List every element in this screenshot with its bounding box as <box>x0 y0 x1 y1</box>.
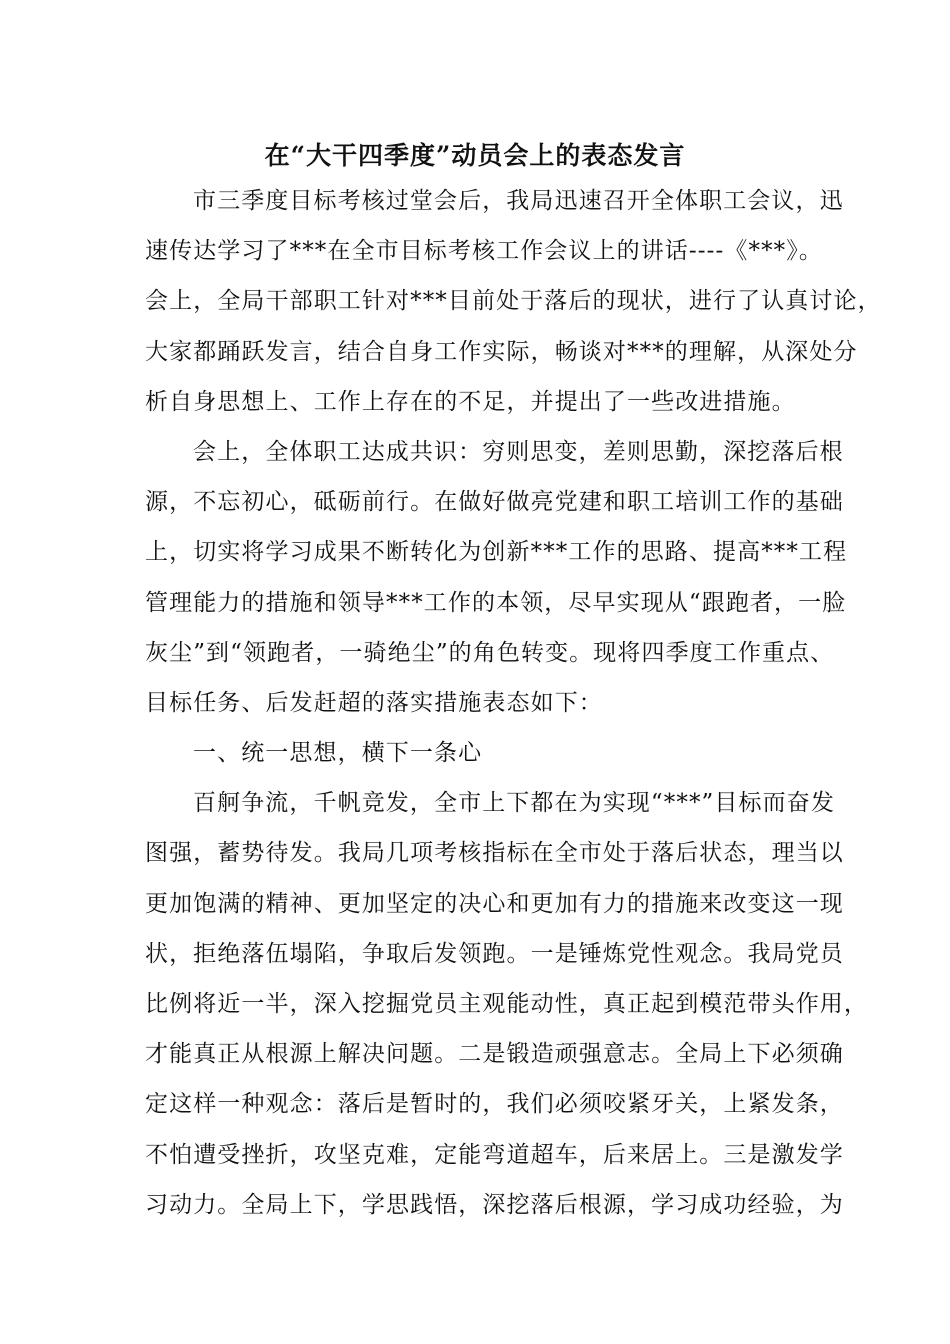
text-line: 定这样一种观念：落后是暂时的，我们必须咬紧牙关，上紧发条， <box>145 1091 844 1118</box>
text-line: 会上，全体职工达成共识：穷则思变，差则思勤，深挖落后根 <box>193 438 844 465</box>
document-title: 在“大干四季度”动员会上的表态发言 <box>264 141 686 170</box>
paragraph <box>145 427 848 728</box>
text-line: 目标任务、后发赶超的落实措施表态如下： <box>145 689 603 716</box>
section-heading <box>145 728 835 778</box>
text-line: 才能真正从根源上解决问题。二是锻造顽强意志。全局上下必须确 <box>145 1041 844 1068</box>
paragraph <box>145 176 882 427</box>
text-line: 市三季度目标考核过堂会后，我局迅速召开全体职工会议，迅 <box>193 188 844 214</box>
text-line: 会上，全局干部职工针对***目前处于落后的现状，进行了认真讨论， <box>145 288 882 315</box>
text-line: 管理能力的措施和领导***工作的本领，尽早实现从“跟跑者，一脸 <box>145 589 847 616</box>
text-line: 析自身思想上、工作上存在的不足，并提出了一些改进措施。 <box>145 388 796 415</box>
text-line: 图强，蓄势待发。我局几项考核指标在全市处于落后状态，理当以 <box>145 840 844 867</box>
text-line: 源，不忘初心，砥砺前行。在做好做亮党建和职工培训工作的基础 <box>145 489 844 516</box>
text-line: 上，切实将学习成果不断转化为创新***工作的思路、提高***工程 <box>145 539 848 566</box>
text-line: 比例将近一半，深入挖掘党员主观能动性，真正起到模范带头作用， <box>145 991 868 1017</box>
document-body <box>145 176 882 1230</box>
text-line: 大家都踊跃发言，结合自身工作实际，畅谈对***的理解，从深处分 <box>145 338 858 365</box>
text-line: 状，拒绝落伍塌陷，争取后发领跑。一是锤炼党性观念。我局党员 <box>145 940 844 967</box>
text-line: 更加饱满的精神、更加坚定的决心和更加有力的措施来改变这一现 <box>145 890 844 917</box>
text-line: 百舸争流，千帆竞发，全市上下都在为实现“***”目标而奋发 <box>193 790 835 817</box>
paragraph <box>145 778 868 1230</box>
text-line: 不怕遭受挫折，攻坚克难，定能弯道超车，后来居上。三是激发学 <box>145 1141 844 1168</box>
text-line: 速传达学习了***在全市目标考核工作会议上的讲话----《***》。 <box>145 238 823 265</box>
text-line: 灰尘”到“领跑者，一骑绝尘”的角色转变。现将四季度工作重点、 <box>145 639 835 666</box>
text-line: 一、统一思想，横下一条心 <box>193 740 483 767</box>
text-line: 习动力。全局上下，学思践悟，深挖落后根源，学习成功经验，为 <box>145 1191 844 1218</box>
